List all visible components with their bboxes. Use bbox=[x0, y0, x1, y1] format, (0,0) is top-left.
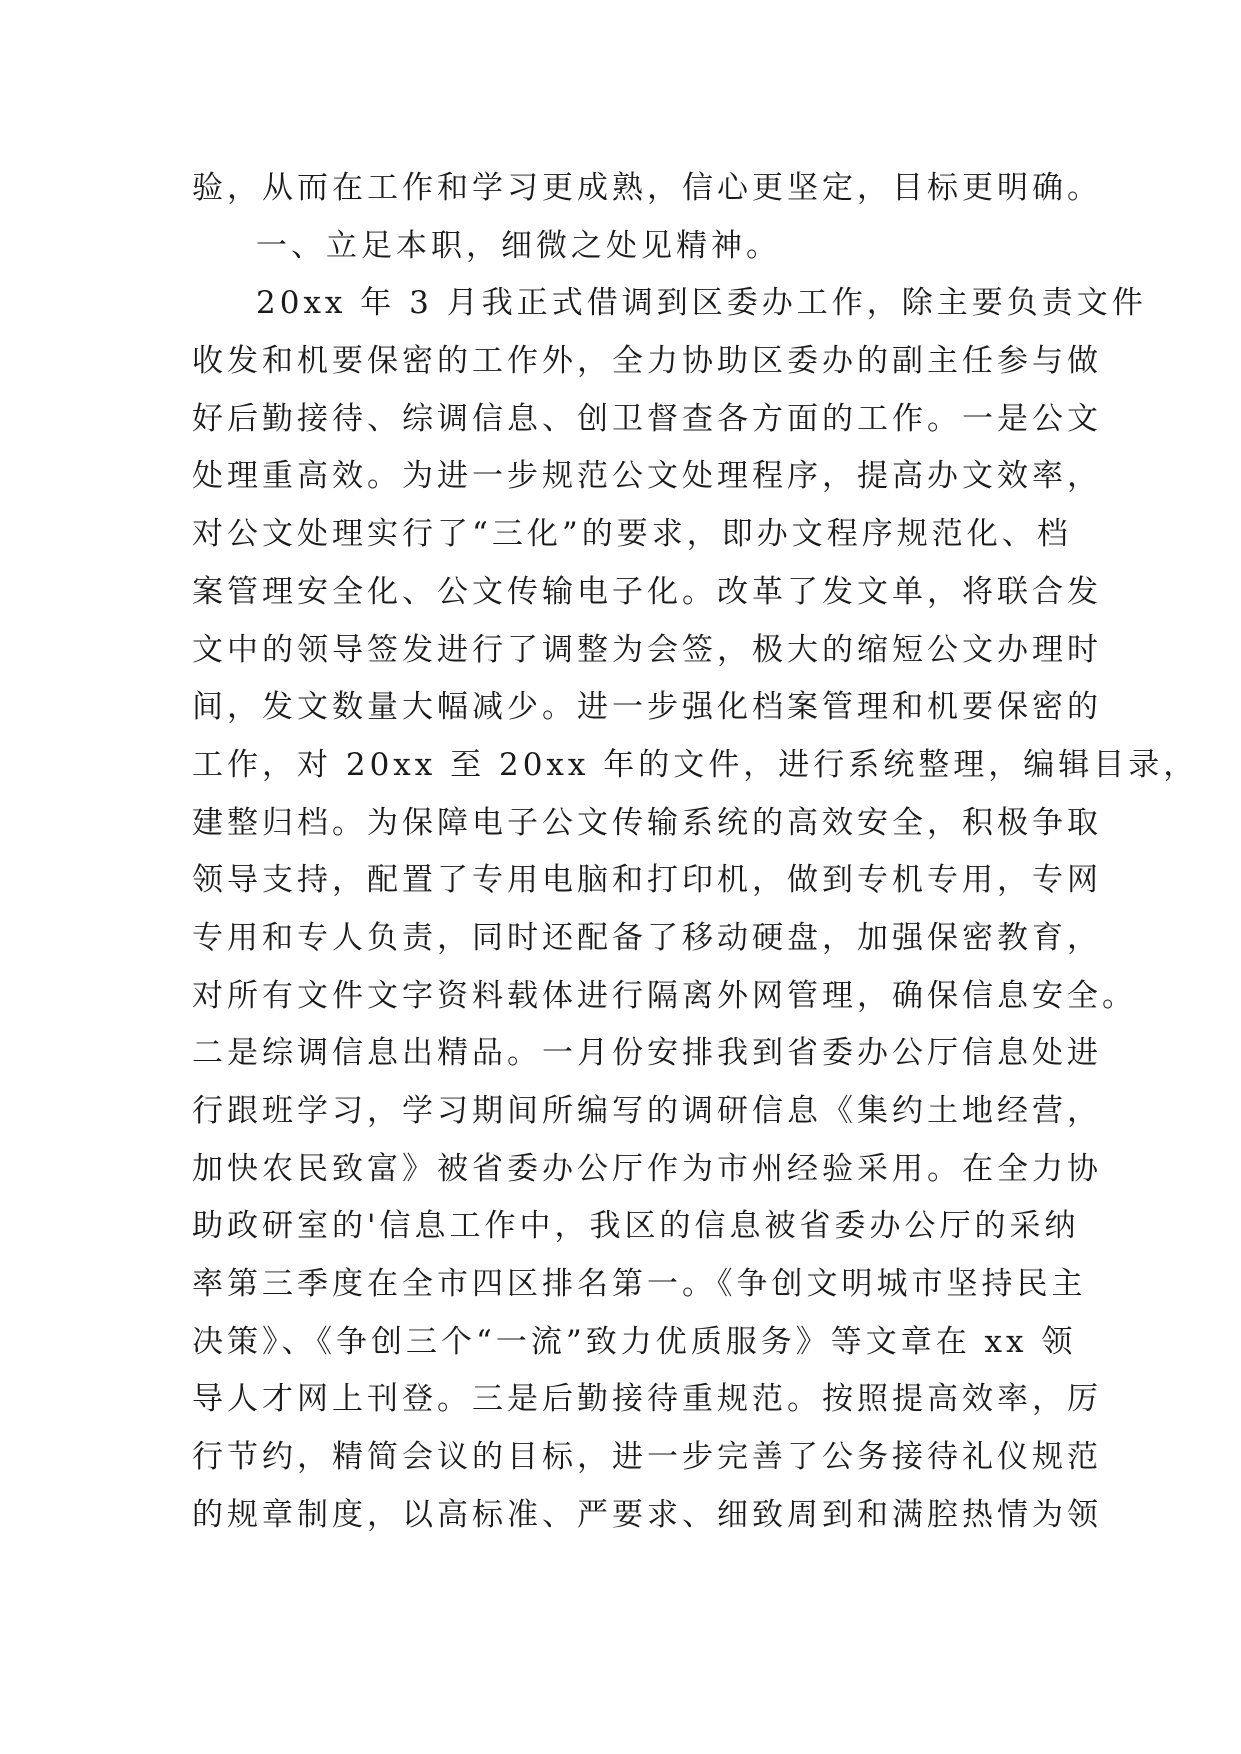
text-line: 二是综调信息出精品。一月份安排我到省委办公厅信息处进 bbox=[192, 1035, 1102, 1072]
text-line: 收发和机要保密的工作外，全力协助区委办的副主任参与做 bbox=[192, 343, 1102, 380]
text-line: 验，从而在工作和学习更成熟，信心更坚定，目标更明确。 bbox=[192, 170, 1102, 206]
text-line: 工作，对 20xx 至 20xx 年的文件，进行系统整理，编辑目录， bbox=[192, 746, 1199, 783]
text-line: 的规章制度，以高标准、严要求、细致周到和满腔热情为领 bbox=[192, 1496, 1102, 1533]
text-line: 20xx 年 3 月我正式借调到区委办工作，除主要负责文件 bbox=[256, 285, 1147, 322]
text-line: 好后勤接待、综调信息、创卫督查各方面的工作。一是公文 bbox=[192, 400, 1102, 437]
text-line: 案管理安全化、公文传输电子化。改革了发文单，将联合发 bbox=[192, 573, 1102, 610]
body-text bbox=[192, 160, 1199, 1545]
text-line: 领导支持，配置了专用电脑和打印机，做到专机专用，专网 bbox=[192, 862, 1102, 899]
text-line: 决策》、《争创三个“一流”致力优质服务》等文章在 xx 领 bbox=[192, 1323, 1077, 1360]
text-line: 加快农民致富》被省委办公厅作为市州经验采用。在全力协 bbox=[192, 1150, 1102, 1187]
text-line: 行跟班学习，学习期间所编写的调研信息《集约土地经营， bbox=[192, 1093, 1102, 1129]
text-line: 导人才网上刊登。三是后勤接待重规范。按照提高效率，厉 bbox=[192, 1381, 1102, 1418]
text-line: 助政研室的'信息工作中，我区的信息被省委办公厅的采纳 bbox=[192, 1208, 1080, 1245]
text-line: 对公文处理实行了“三化”的要求，即办文程序规范化、档 bbox=[192, 516, 1072, 553]
text-line: 间，发文数量大幅减少。进一步强化档案管理和机要保密的 bbox=[192, 689, 1102, 726]
section-heading: 一、立足本职，细微之处见精神。 bbox=[256, 227, 781, 264]
text-line: 建整归档。为保障电子公文传输系统的高效安全，积极争取 bbox=[192, 804, 1102, 841]
text-line: 文中的领导签发进行了调整为会签，极大的缩短公文办理时 bbox=[192, 631, 1102, 668]
text-line: 专用和专人负责，同时还配备了移动硬盘，加强保密教育， bbox=[192, 919, 1102, 956]
text-line: 对所有文件文字资料载体进行隔离外网管理，确保信息安全。 bbox=[192, 977, 1137, 1014]
text-line: 处理重高效。为进一步规范公文处理程序，提高办文效率， bbox=[192, 458, 1102, 495]
text-line: 率第三季度在全市四区排名第一。《争创文明城市坚持民主 bbox=[192, 1266, 1087, 1303]
text-line: 行节约，精简会议的目标，进一步完善了公务接待礼仪规范 bbox=[192, 1439, 1102, 1476]
